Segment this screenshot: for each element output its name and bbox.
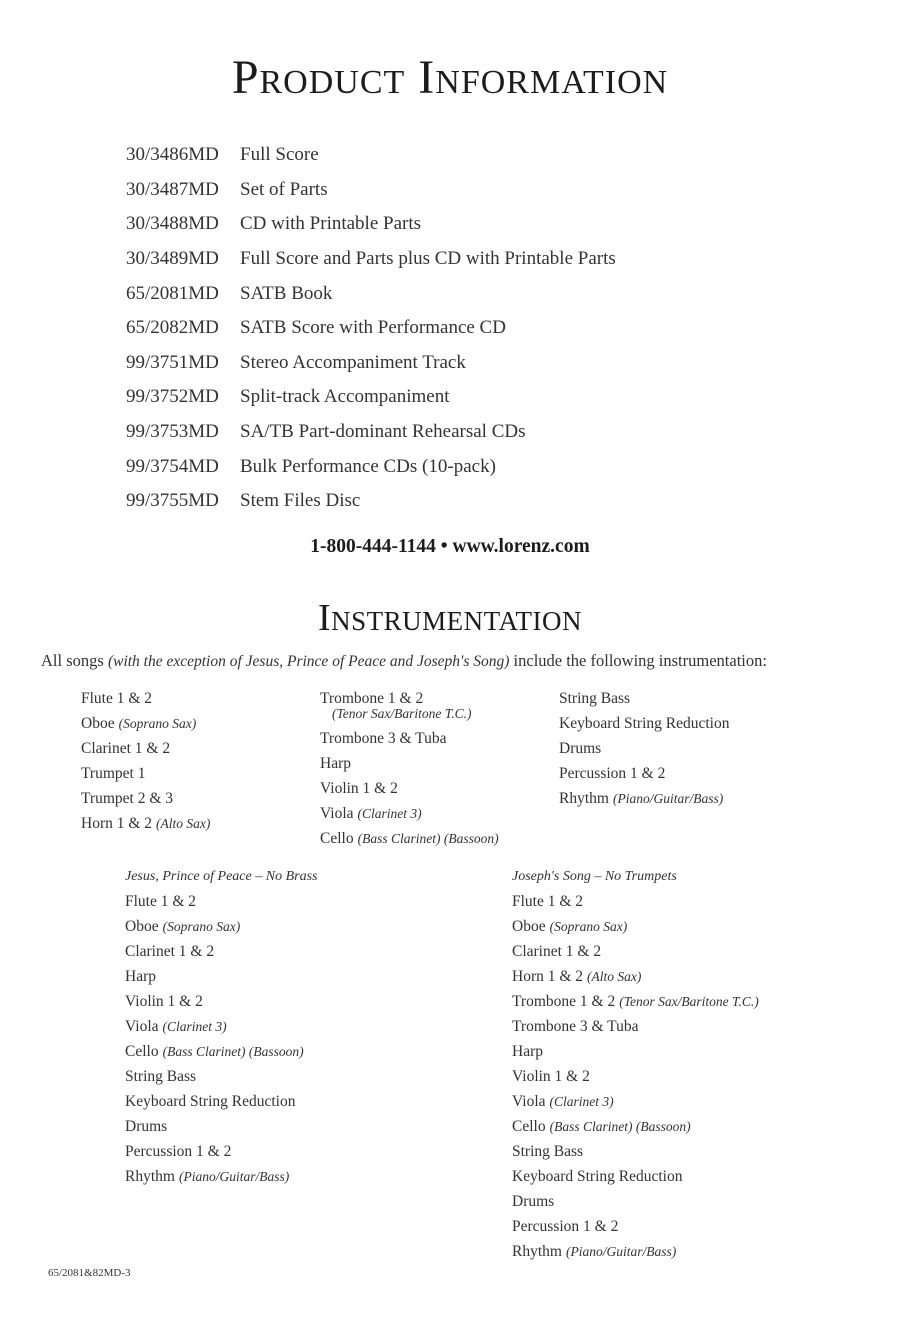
- instrument-name: Percussion 1 & 2: [559, 764, 666, 782]
- instrument-name: Trumpet 2 & 3: [81, 789, 174, 807]
- instrument-item: [512, 1139, 759, 1164]
- intro-post: include the following instrumentation:: [509, 651, 767, 670]
- instrument-item: [512, 889, 759, 914]
- instrument-name: Violin 1 & 2: [320, 779, 398, 797]
- instrument-note: (Piano/Guitar/Bass): [612, 790, 724, 806]
- instrument-note: (Clarinet 3): [549, 1093, 614, 1109]
- instrumentation-intro: [41, 651, 767, 671]
- product-row: [126, 207, 616, 242]
- instrument-name: Harp: [125, 967, 156, 985]
- footer-product-code: 65/2081&82MD-3: [48, 1267, 131, 1279]
- product-title: SATB Score with Performance CD: [240, 317, 506, 339]
- instrument-name: Oboe: [512, 917, 546, 935]
- product-code: 65/2082MD: [126, 317, 219, 339]
- instrument-name: Trombone 1 & 2: [512, 992, 616, 1010]
- instrument-name: Trumpet 1: [81, 764, 146, 782]
- product-code: 99/3753MD: [126, 421, 219, 443]
- instrument-note: (Bass Clarinet) (Bassoon): [549, 1118, 691, 1134]
- intro-pre: All songs: [41, 651, 108, 670]
- instrument-item: [125, 889, 317, 914]
- instrument-name: Violin 1 & 2: [512, 1067, 590, 1085]
- instrument-name: Clarinet 1 & 2: [512, 942, 602, 960]
- instrument-name: Violin 1 & 2: [125, 992, 203, 1010]
- instrument-name: Trombone 1 & 2: [320, 689, 424, 707]
- product-code: 99/3751MD: [126, 351, 219, 373]
- product-code: 30/3486MD: [126, 144, 219, 166]
- instrument-note: (Clarinet 3): [162, 1018, 227, 1034]
- instrument-item: [81, 811, 210, 836]
- instrument-name: Percussion 1 & 2: [125, 1142, 232, 1160]
- instrument-name: Viola: [125, 1017, 159, 1035]
- product-code: 30/3489MD: [126, 248, 219, 270]
- product-title: SA/TB Part-dominant Rehearsal CDs: [240, 421, 526, 443]
- product-code: 65/2081MD: [126, 282, 219, 304]
- instrument-name: Drums: [559, 739, 602, 757]
- instrument-note: (Soprano Sax): [118, 715, 197, 731]
- product-information-heading: [0, 50, 900, 105]
- instrument-name: Flute 1 & 2: [125, 892, 197, 910]
- instrument-name: Drums: [125, 1117, 168, 1135]
- instrument-note: (Tenor Sax/Baritone T.C.): [619, 993, 759, 1009]
- instrument-name: Drums: [512, 1192, 555, 1210]
- product-row: [126, 173, 616, 208]
- instrument-name: Cello: [320, 829, 354, 847]
- instrument-item: [512, 1164, 759, 1189]
- instrument-name: Percussion 1 & 2: [512, 1217, 619, 1235]
- instrument-item: [559, 711, 729, 736]
- instrument-name: Viola: [320, 804, 354, 822]
- instrument-item: [512, 1089, 759, 1114]
- instrument-name: Clarinet 1 & 2: [81, 739, 171, 757]
- product-title: Full Score: [240, 144, 319, 166]
- instrument-item: [125, 1089, 317, 1114]
- instrument-item: [320, 726, 499, 751]
- instrument-item: [320, 801, 499, 826]
- instrument-item: [125, 939, 317, 964]
- instrument-item: [320, 751, 499, 776]
- group-heading: Jesus, Prince of Peace – No Brass: [125, 868, 318, 884]
- instrument-item: [512, 1014, 759, 1039]
- group-heading: Joseph's Song – No Trumpets: [512, 868, 677, 884]
- instrument-name: Harp: [320, 754, 351, 772]
- product-code: 99/3752MD: [126, 386, 219, 408]
- instrument-item: [125, 989, 317, 1014]
- instrument-note: (Piano/Guitar/Bass): [178, 1168, 290, 1184]
- contact-line: 1-800-444-1144 • www.lorenz.com: [310, 536, 590, 557]
- product-row: [126, 311, 616, 346]
- instrument-name: Oboe: [81, 714, 115, 732]
- instrument-note: (Bass Clarinet) (Bassoon): [357, 830, 499, 846]
- product-title: Bulk Performance CDs (10-pack): [240, 455, 496, 477]
- instrument-item: [512, 1189, 759, 1214]
- instrument-name: Rhythm: [512, 1242, 562, 1260]
- instrument-column-1: [81, 686, 210, 836]
- instrument-name: Rhythm: [559, 789, 609, 807]
- instrument-item: [125, 1064, 317, 1089]
- instrument-name: Cello: [512, 1117, 546, 1135]
- instrument-name: Flute 1 & 2: [512, 892, 584, 910]
- instrument-item: [559, 786, 729, 811]
- instrument-name: Horn 1 & 2: [81, 814, 153, 832]
- instrument-item: [512, 964, 759, 989]
- instrument-item: [512, 989, 759, 1014]
- instrument-item: [559, 736, 729, 761]
- instrument-name: String Bass: [125, 1067, 197, 1085]
- instrument-item: [125, 1139, 317, 1164]
- product-title: Split-track Accompaniment: [240, 386, 450, 408]
- instrument-column-3: [559, 686, 729, 811]
- instrument-item: [81, 711, 210, 736]
- instrument-item: [320, 826, 499, 851]
- instrument-name: Flute 1 & 2: [81, 689, 153, 707]
- instrument-item: [512, 1064, 759, 1089]
- instrument-name: String Bass: [512, 1142, 584, 1160]
- instrument-name: Trombone 3 & Tuba: [320, 729, 447, 747]
- instrument-note: (Clarinet 3): [357, 805, 422, 821]
- product-row: [126, 242, 616, 277]
- instrument-name: Rhythm: [125, 1167, 175, 1185]
- josephs-song-list: [512, 864, 759, 1264]
- instrument-item: [125, 1039, 317, 1064]
- product-row: [126, 138, 616, 173]
- product-code: 30/3487MD: [126, 178, 219, 200]
- product-code: 99/3755MD: [126, 490, 219, 512]
- instrument-name: Harp: [512, 1042, 543, 1060]
- product-title: Set of Parts: [240, 178, 328, 200]
- instrumentation-heading: [0, 596, 900, 640]
- product-row: [126, 449, 616, 484]
- instrument-item: [512, 914, 759, 939]
- instrument-name: Horn 1 & 2: [512, 967, 584, 985]
- product-list: [126, 138, 616, 519]
- instrument-note: (Soprano Sax): [162, 918, 241, 934]
- instrument-note: (Soprano Sax): [549, 918, 628, 934]
- instrument-column-2: [320, 686, 499, 851]
- instrument-note: (Alto Sax): [156, 815, 211, 831]
- instrument-item: [512, 1039, 759, 1064]
- instrument-name: Trombone 3 & Tuba: [512, 1017, 639, 1035]
- instrument-item: [512, 1239, 759, 1264]
- product-title: Stereo Accompaniment Track: [240, 351, 466, 373]
- product-title: Stem Files Disc: [240, 490, 361, 512]
- instrument-name: Keyboard String Reduction: [512, 1167, 683, 1185]
- product-information-title: Product Information: [231, 51, 669, 104]
- instrument-item: [81, 786, 210, 811]
- instrument-item: [320, 776, 499, 801]
- product-row: [126, 346, 616, 381]
- product-title: SATB Book: [240, 282, 333, 304]
- instrument-name: String Bass: [559, 689, 631, 707]
- instrument-item: [125, 1114, 317, 1139]
- instrument-item: [125, 914, 317, 939]
- instrument-name: Cello: [125, 1042, 159, 1060]
- instrument-item: [125, 1164, 317, 1189]
- instrument-name: Viola: [512, 1092, 546, 1110]
- product-row: [126, 380, 616, 415]
- instrument-name: Keyboard String Reduction: [125, 1092, 296, 1110]
- instrument-item: [81, 761, 210, 786]
- instrument-note: (Piano/Guitar/Bass): [565, 1243, 677, 1259]
- instrument-note: (Bass Clarinet) (Bassoon): [162, 1043, 304, 1059]
- product-row: [126, 276, 616, 311]
- product-code: 30/3488MD: [126, 213, 219, 235]
- instrument-item: [81, 686, 210, 711]
- instrument-item: [125, 964, 317, 989]
- product-title: CD with Printable Parts: [240, 213, 422, 235]
- product-title: Full Score and Parts plus CD with Printable Parts: [240, 248, 616, 270]
- instrument-note: (Alto Sax): [587, 968, 642, 984]
- instrument-item: [81, 736, 210, 761]
- product-row: [126, 484, 616, 519]
- instrument-sub-note: (Tenor Sax/Baritone T.C.): [332, 706, 472, 721]
- instrument-item: [559, 761, 729, 786]
- instrumentation-title: Instrumentation: [318, 597, 582, 639]
- jesus-prince-of-peace-list: [125, 864, 317, 1189]
- instrument-name: Oboe: [125, 917, 159, 935]
- instrument-item: [512, 1214, 759, 1239]
- instrument-name: Clarinet 1 & 2: [125, 942, 215, 960]
- product-row: [126, 415, 616, 450]
- product-code: 99/3754MD: [126, 455, 219, 477]
- instrument-item: [512, 1114, 759, 1139]
- instrument-name: Keyboard String Reduction: [559, 714, 730, 732]
- instrument-item: [125, 1014, 317, 1039]
- instrument-item: [512, 939, 759, 964]
- intro-exception: (with the exception of Jesus, Prince of Peace and Joseph's Song): [107, 653, 510, 670]
- instrument-item: [559, 686, 729, 711]
